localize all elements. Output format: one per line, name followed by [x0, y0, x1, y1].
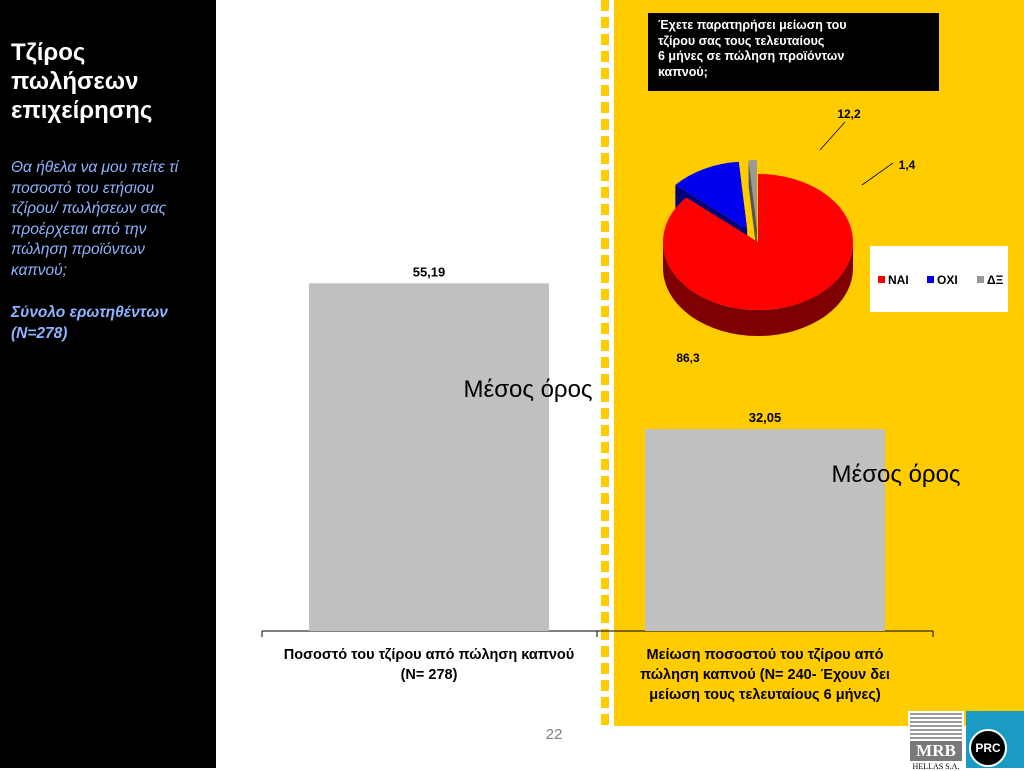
total-line: Σύνολο ερωτηθέντων — [11, 304, 168, 321]
pie-question-line: Έχετε παρατηρήσει μείωση του — [658, 18, 847, 32]
mrb-logo-text: MRB — [910, 741, 962, 761]
pie-leader-line — [820, 122, 845, 150]
category-label: πώληση καπνού (N= 240- Έχουν δει — [640, 667, 890, 683]
average-label: Μέσος όρος — [831, 461, 961, 488]
pie-value-label: 86,3 — [676, 351, 700, 365]
bar-value-label: 32,05 — [748, 410, 782, 426]
question-line: καπνού; — [11, 261, 67, 279]
pie-question-line: 6 μήνες σε πώληση προϊόντων — [658, 49, 845, 63]
bar — [645, 429, 885, 631]
average-label: Μέσος όρος — [463, 376, 593, 403]
question-line: ποσοστό του ετήσιου — [11, 179, 154, 197]
mrb-logo-subtitle: HELLAS S.A. — [912, 762, 960, 771]
title-line: επιχείρησης — [11, 97, 153, 124]
category-label: Ποσοστό του τζίρου από πώληση καπνού — [283, 647, 575, 663]
title-line: Τζίρος — [11, 39, 86, 66]
question-line: προέρχεται από την — [11, 220, 147, 238]
pie-leader-line — [862, 163, 893, 185]
question-line: πώληση προϊόντων — [11, 241, 145, 258]
pie-value-label: 12,2 — [837, 107, 861, 121]
mrb-logo — [908, 711, 964, 771]
prc-logo — [966, 711, 1024, 768]
legend-swatch — [927, 276, 934, 283]
question-line: Θα ήθελα να μου πείτε τί — [11, 159, 179, 176]
legend-label: ΔΞ — [987, 273, 1004, 287]
mrb-logo-stripes — [910, 713, 962, 741]
legend-swatch — [977, 276, 984, 283]
pie-question-line: καπνού; — [658, 64, 708, 79]
legend-swatch — [878, 276, 885, 283]
legend-label: ΝΑΙ — [888, 273, 909, 287]
pie-chart — [663, 107, 1008, 365]
question-line: τζίρου/ πωλήσεων σας — [11, 200, 167, 217]
total-line: (N=278) — [11, 324, 68, 342]
bar — [309, 283, 549, 631]
bar-value-label: 55,19 — [412, 264, 446, 280]
page-number: 22 — [545, 726, 563, 743]
prc-logo-text: PRC — [969, 729, 1007, 767]
category-label: (N= 278) — [400, 667, 458, 683]
pie-question-line: τζίρου σας τους τελευταίους — [658, 33, 825, 48]
category-label: Μείωση ποσοστού του τζίρου από — [646, 647, 884, 663]
category-label: μείωση τους τελευταίους 6 μήνες) — [649, 687, 881, 703]
pie-value-label: 1,4 — [898, 158, 916, 172]
title-line: πωλήσεων — [11, 68, 139, 95]
legend-label: ΟΧΙ — [937, 273, 958, 287]
